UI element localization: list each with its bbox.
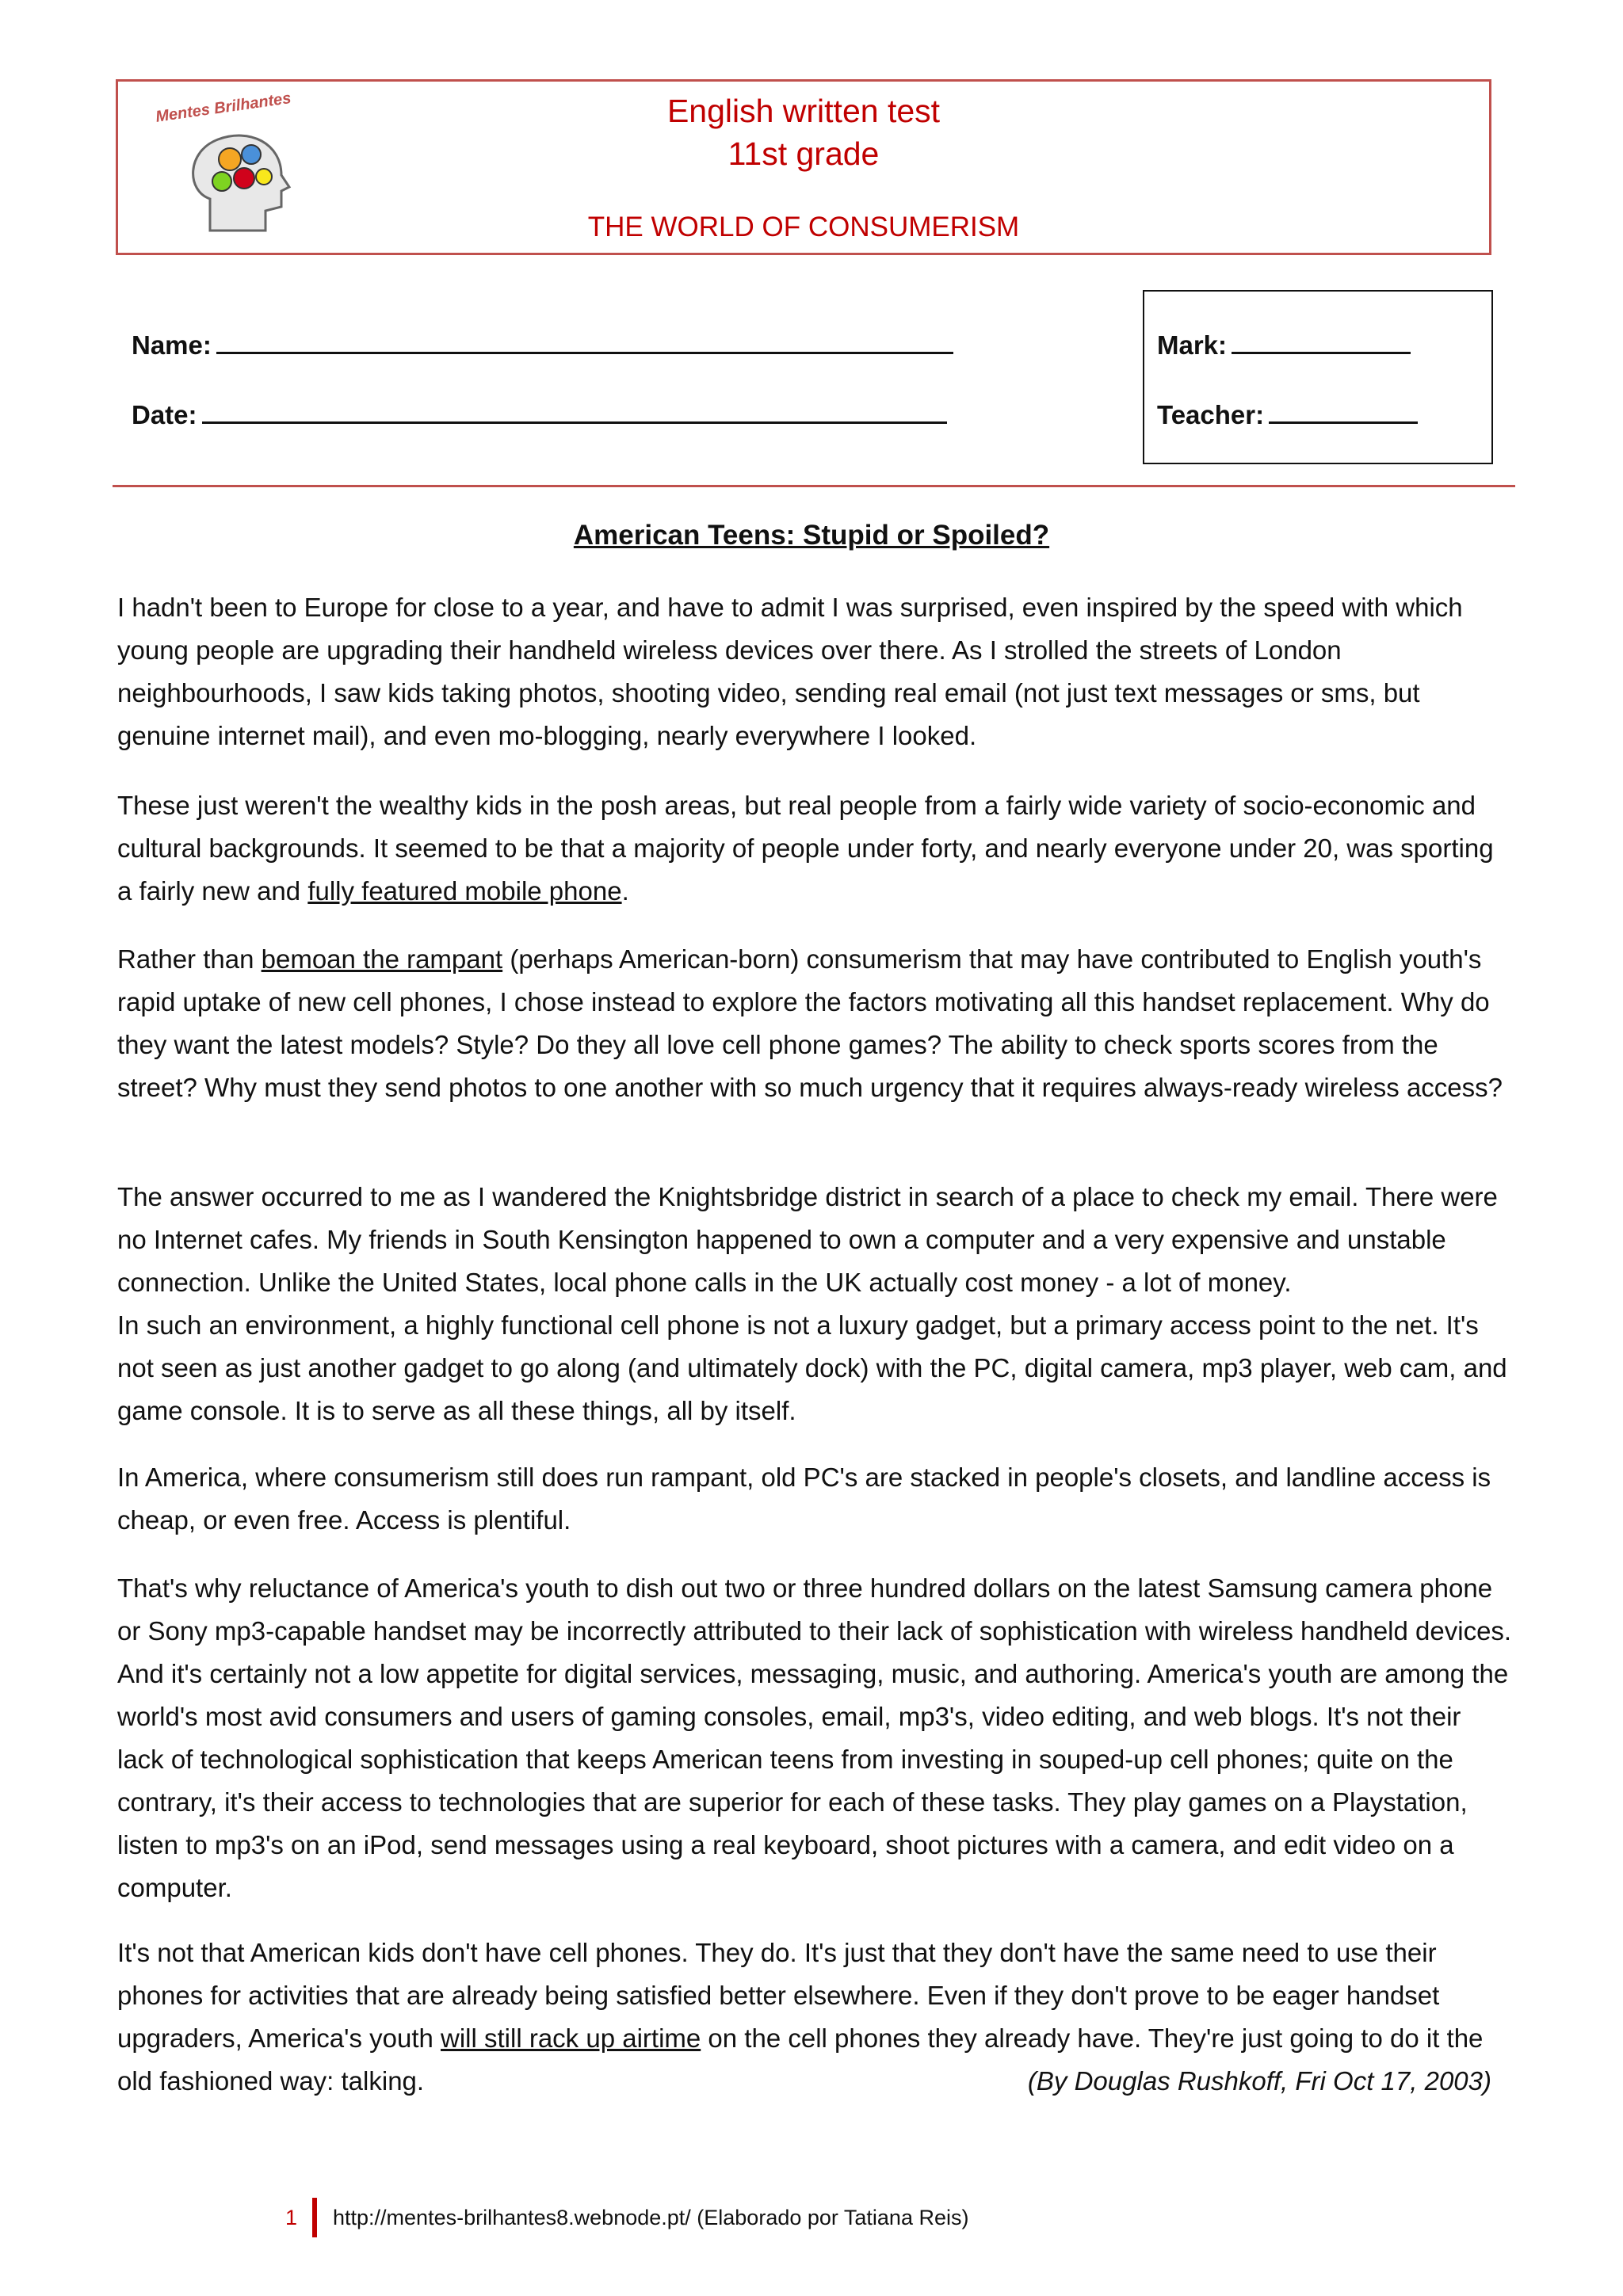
name-label: Name:: [132, 330, 212, 360]
paragraph-4: The answer occurred to me as I wandered the Knightsbridge district in search of a place to check my email. There were no Internet cafes. My friends in South Kensington happened to own a computer and a very expensive and unstable connection. Unlike the United States, local phone calls in the UK actually cost money - a lot of money. In such an environment, a highly functional cell phone is not a luxury gadget, but a primary access point to the net. It's not seen as just another gadget to go along (and ultimately dock) with the PC, digital camera, mp3 player, web cam, and game console. It is to serve as all these things, all by itself.: [117, 1182, 1507, 1425]
footer-text: http://mentes-brilhantes8.webnode.pt/ (Elaborado por Tatiana Reis): [333, 2206, 969, 2229]
mark-box: [1143, 290, 1493, 464]
teacher-label: Teacher:: [1157, 400, 1265, 429]
divider: [113, 485, 1515, 487]
date-field[interactable]: [132, 395, 947, 430]
teacher-blank[interactable]: [1269, 395, 1418, 424]
page-number: 1: [285, 2206, 298, 2229]
name-field[interactable]: [132, 325, 953, 360]
test-title: English written test: [666, 93, 941, 129]
paragraph-2: These just weren't the wealthy kids in the posh areas, but real people from a fairly wide variety of socio-economic and cultural backgrounds. It seemed to be that a majority of people under forty, and nearly everyone under 20, was sporting a fairly new and fully featured mobile phone.: [117, 791, 1494, 906]
mark-field[interactable]: [1157, 325, 1411, 360]
paragraph-5: In America, where consumerism still does run rampant, old PC's are stacked in people's closets, and landline access is cheap, or even free. Access is plentiful.: [117, 1463, 1491, 1535]
date-label: Date:: [132, 400, 197, 429]
underlined-phrase: will still rack up airtime: [441, 2023, 701, 2053]
mark-label: Mark:: [1157, 330, 1228, 360]
header-box: [116, 79, 1491, 255]
logo-text: Mentes Brilhantes: [155, 90, 292, 126]
underlined-phrase: fully featured mobile phone: [307, 876, 622, 906]
date-blank[interactable]: [202, 395, 947, 424]
byline: (By Douglas Rushkoff, Fri Oct 17, 2003): [1027, 2066, 1491, 2096]
teacher-field[interactable]: [1157, 395, 1418, 430]
mark-blank[interactable]: [1232, 325, 1411, 354]
paragraph-1: I hadn't been to Europe for close to a year, and have to admit I was surprised, even inspired by the speed with which young people are upgrading their handheld wireless devices over there. As I strolled the streets of London neighbourhoods, I saw kids taking photos, shooting video, sending real email (not just text messages or sms, but genuine internet mail), and even mo-blogging, nearly everywhere I looked.: [117, 593, 1463, 750]
theme-title: THE WORLD OF CONSUMERISM: [587, 212, 1020, 242]
underlined-phrase: bemoan the rampant: [261, 944, 503, 974]
grade-title: 11st grade: [727, 135, 880, 172]
article-title: American Teens: Stupid or Spoiled?: [573, 520, 1050, 551]
footer-bar: [312, 2198, 317, 2237]
paragraph-3: Rather than bemoan the rampant (perhaps American-born) consumerism that may have contributed to English youth's rapid uptake of new cell phones, I chose instead to explore the factors motivating all this handset replacement. Why do they want the latest models? Style? Do they all love cell phone games? The ability to check sports scores from the street? Why must they send photos to one another with so much urgency that it requires always-ready wireless access?: [117, 944, 1503, 1102]
name-blank[interactable]: [216, 325, 953, 354]
paragraph-7: It's not that American kids don't have cell phones. They do. It's just that they don't have the same need to use their phones for activities that are already being satisfied better elsewhere. Even if they don't prove to be eager handset upgraders, America's youth will still rack up airtime on the cell phones they already have. They're just going to do it the old fashioned way: talking. (By Douglas Rushkoff, Fri Oct 17, 2003): [117, 1932, 1512, 2103]
page-footer: [0, 2198, 1623, 2245]
paragraph-6: That's why reluctance of America's youth to dish out two or three hundred dollars on the latest Samsung camera phone or Sony mp3-capable handset may be incorrectly attributed to their lack of sophistication with wireless handheld devices. And it's certainly not a low appetite for digital services, messaging, music, and authoring. America's youth are among the world's most avid consumers and users of gaming consoles, email, mp3's, video editing, and web blogs. It's not their lack of technological sophistication that keeps American teens from investing in souped-up cell phones; quite on the contrary, it's their access to technologies that are superior for each of these tasks. They play games on a Playstation, listen to mp3's on an iPod, send messages using a real keyboard, shoot pictures with a camera, and edit video on a computer.: [117, 1573, 1512, 1902]
